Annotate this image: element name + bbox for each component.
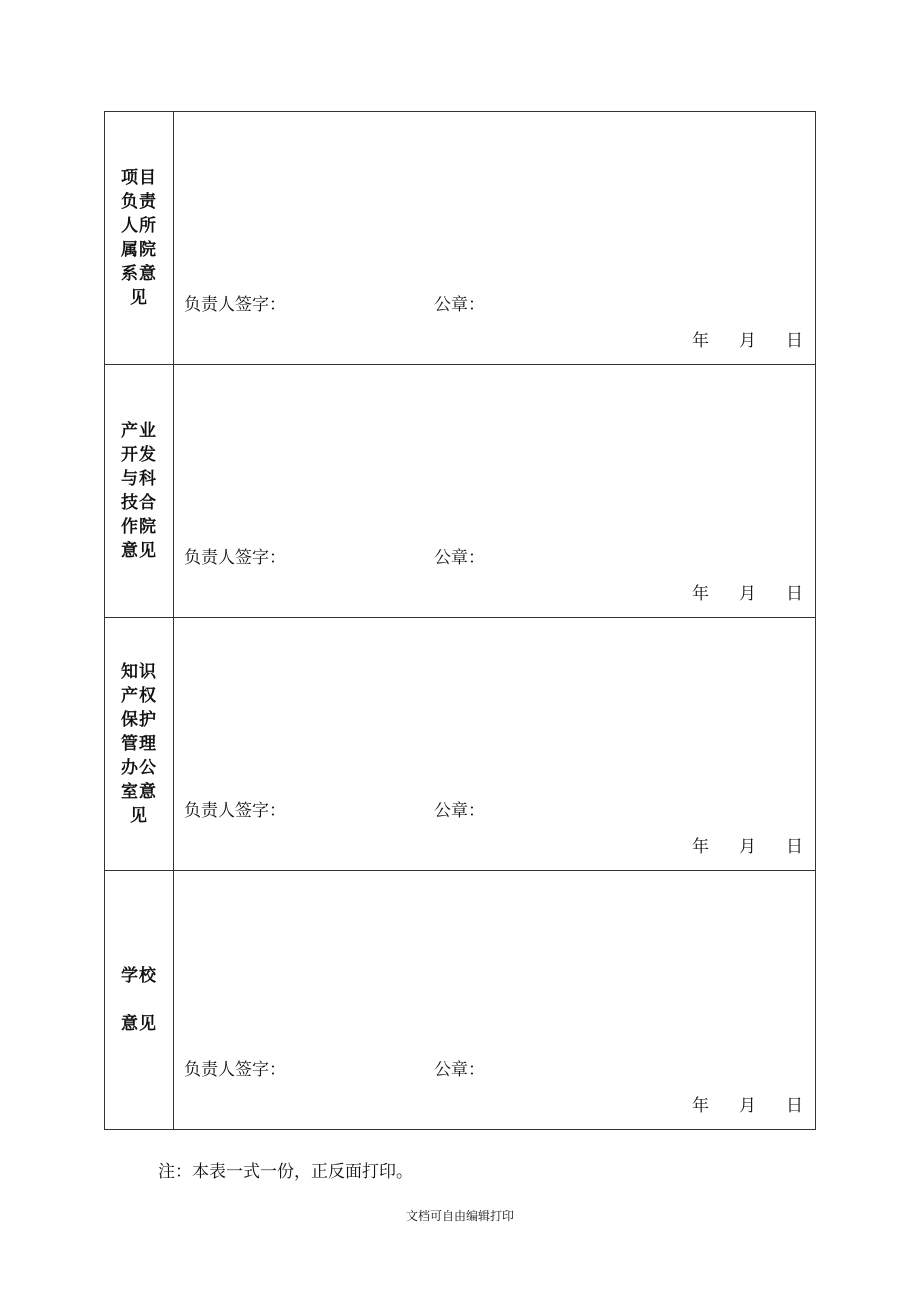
year-label: 年 xyxy=(692,331,709,351)
day-label: 日 xyxy=(786,331,803,351)
industry-cooperation-opinion-label: 产业 开发 与科 技合 作院 意见 xyxy=(121,421,157,561)
day-label: 日 xyxy=(786,584,803,604)
seal-label: 公章： xyxy=(434,548,485,568)
seal-label: 公章： xyxy=(434,295,485,315)
month-label: 月 xyxy=(739,331,756,351)
seal-label: 公章： xyxy=(434,1060,485,1080)
department-opinion-label: 项目 负责 人所 属院 系意 见 xyxy=(121,168,157,308)
row-label-cell xyxy=(105,618,174,870)
ip-office-opinion-row xyxy=(105,618,815,871)
opinion-content-area[interactable] xyxy=(174,618,815,870)
seal-label: 公章： xyxy=(434,801,485,821)
month-label: 月 xyxy=(739,1096,756,1116)
month-label: 月 xyxy=(739,837,756,857)
ip-office-opinion-label: 知识 产权 保护 管理 办公 室意 见 xyxy=(121,662,157,826)
approval-form-table xyxy=(104,111,816,1130)
signature-label: 负责人签字： xyxy=(184,295,286,315)
page-footer: 文档可自由编辑打印 xyxy=(405,1209,514,1223)
department-opinion-row xyxy=(105,112,815,365)
school-opinion-label: 学校 意见 xyxy=(121,966,157,1034)
opinion-content-area[interactable] xyxy=(174,112,815,364)
date-line xyxy=(692,326,803,351)
signature-label: 负责人签字： xyxy=(184,1060,286,1080)
signature-label: 负责人签字： xyxy=(184,801,286,821)
row-label-cell xyxy=(105,112,174,364)
date-line xyxy=(692,579,803,604)
year-label: 年 xyxy=(692,584,709,604)
day-label: 日 xyxy=(786,837,803,857)
date-line xyxy=(692,832,803,857)
month-label: 月 xyxy=(739,584,756,604)
opinion-content-area[interactable] xyxy=(174,365,815,617)
industry-cooperation-opinion-row xyxy=(105,365,815,618)
school-opinion-row xyxy=(105,871,815,1129)
date-line xyxy=(692,1091,803,1116)
row-label-cell xyxy=(105,365,174,617)
year-label: 年 xyxy=(692,837,709,857)
day-label: 日 xyxy=(786,1096,803,1116)
row-label-cell xyxy=(105,871,174,1129)
opinion-content-area[interactable] xyxy=(174,871,815,1129)
year-label: 年 xyxy=(692,1096,709,1116)
form-note: 注：本表一式一份，正反面打印。 xyxy=(158,1162,413,1182)
signature-label: 负责人签字： xyxy=(184,548,286,568)
